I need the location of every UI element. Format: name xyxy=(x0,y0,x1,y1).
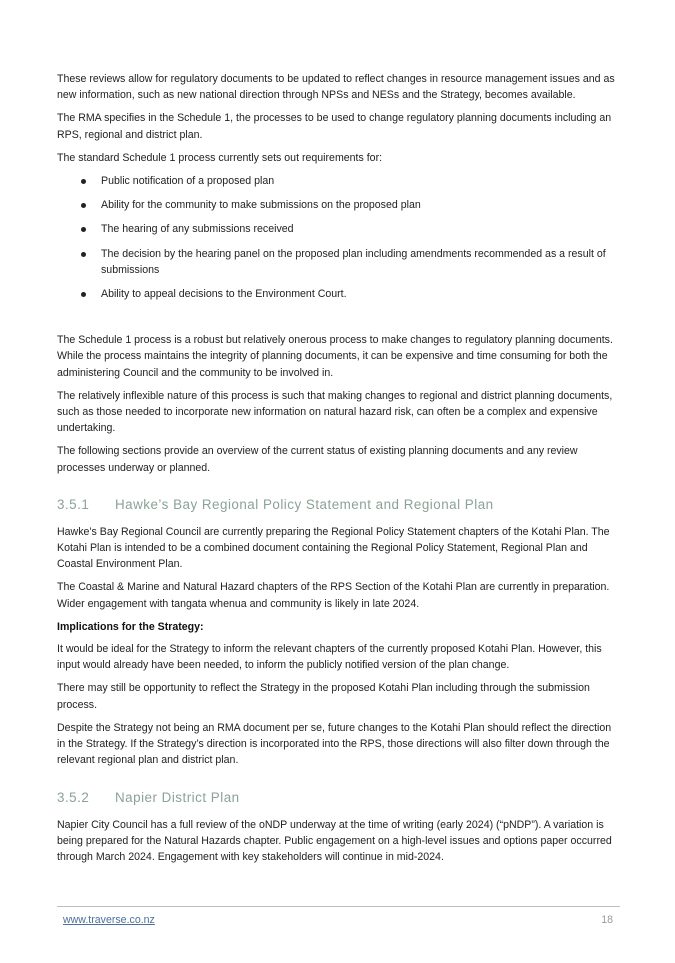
bullet-icon xyxy=(81,252,86,257)
list-item: Ability to appeal decisions to the Environment Court. xyxy=(57,286,620,302)
paragraph: It would be ideal for the Strategy to inform the relevant chapters of the currently proposed Kotahi Plan. However, this input would already have been needed, to inform the publicly notified version of the plan change. xyxy=(57,643,602,672)
page-content xyxy=(57,71,620,872)
footer-divider xyxy=(57,906,620,907)
paragraph: The Schedule 1 process is a robust but relatively onerous process to make changes to regulatory planning documents. While the process maintains the integrity of planning documents, it can be expensive and time consuming for both the administering Council and the community to be involved in. xyxy=(57,334,613,379)
section-heading-3-5-2 xyxy=(57,789,620,806)
list-item: Ability for the community to make submissions on the proposed plan xyxy=(57,197,620,213)
paragraph: There may still be opportunity to reflect the Strategy in the proposed Kotahi Plan including through the submission process. xyxy=(57,682,590,711)
implications-heading: Implications for the Strategy: xyxy=(57,620,204,633)
paragraph: The standard Schedule 1 process currently sets out requirements for: xyxy=(57,151,383,164)
bullet-icon xyxy=(81,227,86,232)
bullet-icon xyxy=(81,203,86,208)
list-item: The hearing of any submissions received xyxy=(57,221,620,237)
section-number: 3.5.1 xyxy=(57,496,90,512)
list-item: The decision by the hearing panel on the proposed plan including amendments recommended as a result of submissions xyxy=(57,246,620,278)
paragraph: The RMA specifies in the Schedule 1, the processes to be used to change regulatory planning documents including an RPS, regional and district plan. xyxy=(57,112,612,141)
bullet-icon xyxy=(81,179,86,184)
paragraph: Hawke’s Bay Regional Council are currently preparing the Regional Policy Statement chapters of the Kotahi Plan. The Kotahi Plan is intended to be a combined document containing the Regional Policy Statement, Regional Plan and Coastal Environment Plan. xyxy=(57,525,610,571)
spacer xyxy=(57,310,620,332)
section-number: 3.5.2 xyxy=(57,789,90,805)
bullet-icon xyxy=(81,292,86,297)
paragraph: These reviews allow for regulatory documents to be updated to reflect changes in resource management issues and as new information, such as new national direction through NPSs and NESs and the Strategy, becomes available. xyxy=(57,73,615,102)
paragraph: Napier City Council has a full review of the oNDP underway at the time of writing (early 2024) (“pNDP”). A variation is being prepared for the Natural Hazards chapter. Public engagement on a high-level issues and options paper occurred through March 2024. Engagement with key stakeholders will continue in mid-2024. xyxy=(57,818,612,863)
list-item: Public notification of a proposed plan xyxy=(57,173,620,189)
footer-website-link[interactable]: www.traverse.co.nz xyxy=(63,914,155,926)
paragraph: The relatively inflexible nature of this process is such that making changes to regional and district planning documents, such as those needed to incorporate new information on natural hazard risk, can often be a complex and expensive undertaking. xyxy=(57,389,613,435)
paragraph: Despite the Strategy not being an RMA document per se, future changes to the Kotahi Plan should reflect the direction in the Strategy. If the Strategy’s direction is incorporated into the RPS, those directions will also filter down through the relevant regional plan and district plan. xyxy=(57,721,612,767)
requirements-list xyxy=(57,173,620,302)
page-number: 18 xyxy=(601,914,613,926)
paragraph: The Coastal & Marine and Natural Hazard chapters of the RPS Section of the Kotahi Plan are currently in preparation. Wider engagement with tangata whenua and community is likely in late 2024. xyxy=(57,581,610,610)
section-heading-3-5-1 xyxy=(57,496,620,513)
section-title: Napier District Plan xyxy=(115,789,240,805)
paragraph: The following sections provide an overview of the current status of existing planning documents and any review processes underway or planned. xyxy=(57,445,578,474)
section-title: Hawke’s Bay Regional Policy Statement and Regional Plan xyxy=(115,496,494,512)
